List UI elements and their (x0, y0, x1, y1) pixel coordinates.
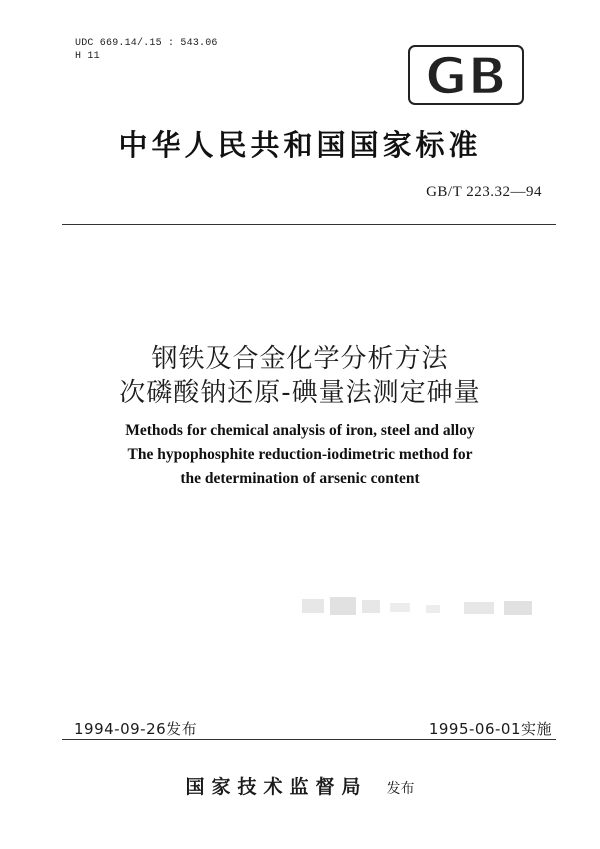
h-classification-code: H 11 (75, 51, 100, 62)
gb-logo-text: GB (424, 47, 508, 105)
implementation-date: 1995-06-01实施 (428, 720, 552, 738)
issue-date: 1994-09-26发布 (74, 720, 198, 738)
chinese-title-line-1: 钢铁及合金化学分析方法 (151, 344, 449, 374)
faded-stamp-mark (298, 591, 538, 629)
issuer-line (0, 772, 600, 799)
issuer-name: 国家技术监督局 (185, 776, 368, 798)
english-title-line-1: Methods for chemical analysis of iron, steel and alloy (125, 422, 475, 439)
english-title-line-2: The hypophosphite reduction-iodimetric method for (127, 446, 473, 463)
bottom-divider (62, 739, 556, 740)
standard-number: GB/T 223.32—94 (426, 184, 542, 200)
top-divider (62, 224, 556, 225)
udc-code: UDC 669.14/.15 : 543.06 (75, 38, 218, 49)
gb-logo-icon (408, 45, 524, 105)
national-standard-title: 中华人民共和国国家标准 (118, 128, 482, 162)
english-title-line-3: the determination of arsenic content (180, 470, 420, 487)
chinese-title-line-2: 次磷酸钠还原-碘量法测定砷量 (119, 378, 481, 408)
issuer-action: 发布 (386, 781, 415, 797)
